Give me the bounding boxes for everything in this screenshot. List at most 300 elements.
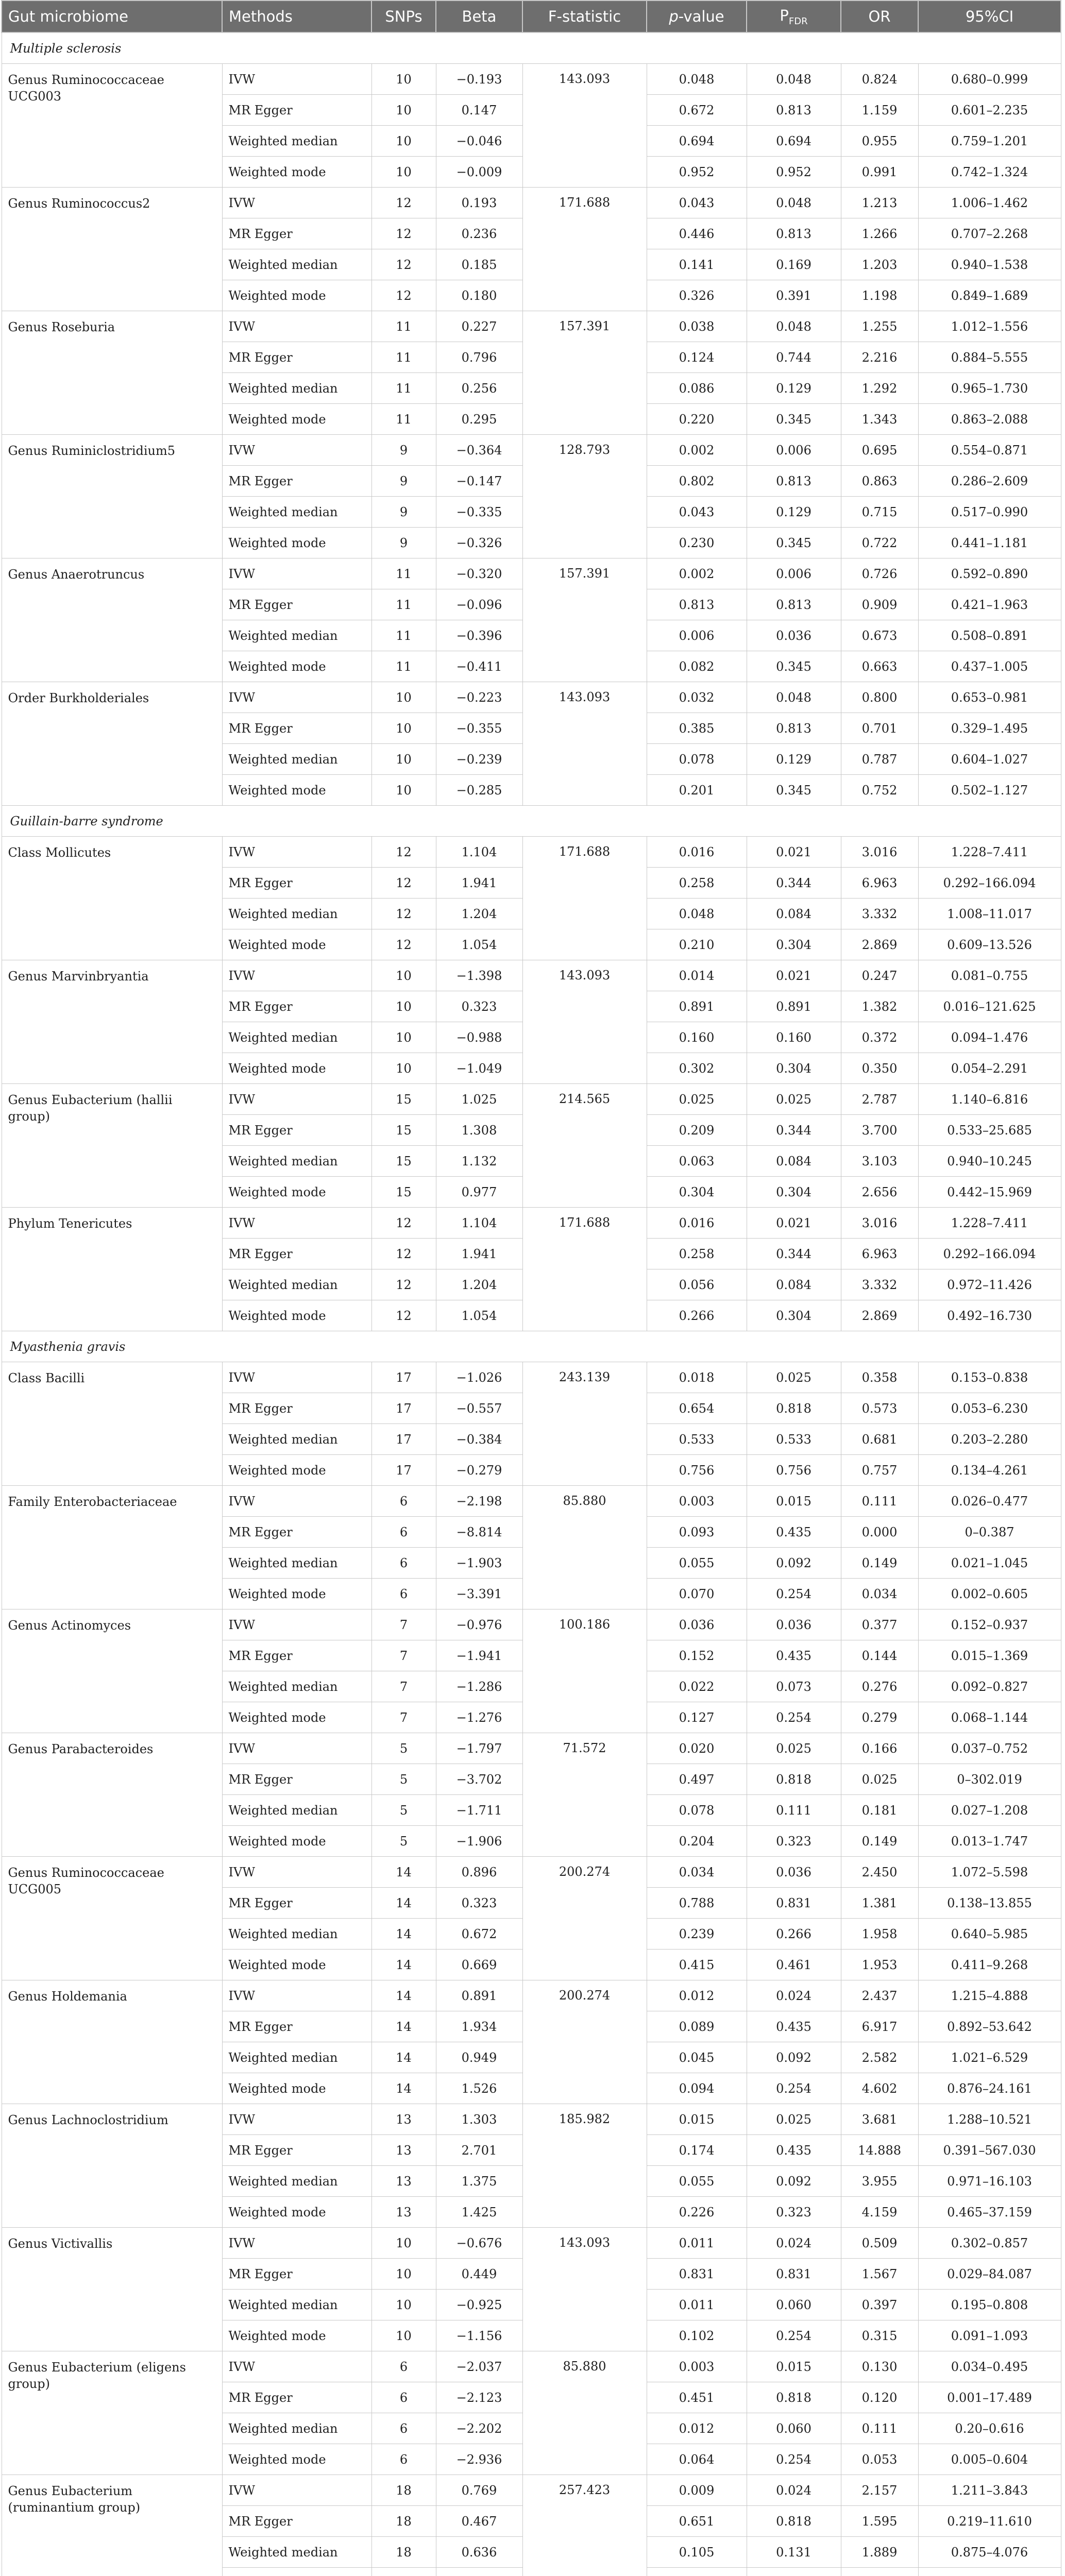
p-fdr-cell: 0.344 — [747, 868, 841, 899]
snps-cell: 10 — [371, 744, 436, 775]
ci-cell: 1.008–11.017 — [918, 899, 1061, 929]
f-statistic-cell: 243.139 — [522, 1362, 647, 1486]
p-fdr-cell: 0.111 — [747, 1795, 841, 1826]
p-fdr-cell: 0.323 — [747, 1826, 841, 1857]
ci-cell: 0.091–1.093 — [918, 2320, 1061, 2351]
or-cell: 0.573 — [841, 1393, 918, 1424]
taxon-name: Genus Lachnoclostridium — [2, 2104, 222, 2228]
p-value-cell: 0.022 — [647, 1671, 747, 1702]
p-fdr-cell: 0.036 — [747, 620, 841, 651]
section-title: Multiple sclerosis — [2, 32, 1061, 64]
ci-cell: 0.707–2.268 — [918, 218, 1061, 249]
beta-cell: −2.936 — [436, 2444, 522, 2475]
method-cell: Weighted mode — [222, 1300, 371, 1331]
ci-cell: 0.421–1.963 — [918, 589, 1061, 620]
p-value-cell: 0.451 — [647, 2382, 747, 2413]
snps-cell — [371, 2568, 436, 2576]
p-italic-label: p — [669, 8, 679, 25]
p-value-cell: 0.304 — [647, 1177, 747, 1208]
or-cell: 4.602 — [841, 2073, 918, 2104]
beta-cell: 1.104 — [436, 1208, 522, 1239]
beta-cell: 1.204 — [436, 899, 522, 929]
or-cell: 0.111 — [841, 2413, 918, 2444]
method-cell: Weighted mode — [222, 651, 371, 682]
or-cell: 1.382 — [841, 991, 918, 1022]
beta-cell: 0.236 — [436, 218, 522, 249]
p-value-cell: 0.802 — [647, 466, 747, 497]
snps-cell: 11 — [371, 620, 436, 651]
method-cell: Weighted mode — [222, 280, 371, 311]
or-cell: 2.437 — [841, 1980, 918, 2011]
beta-cell: −0.279 — [436, 1455, 522, 1486]
ci-cell: 0.940–10.245 — [918, 1146, 1061, 1177]
method-cell: Weighted median — [222, 1548, 371, 1579]
or-cell: 0.166 — [841, 1733, 918, 1764]
ci-cell: 0.081–0.755 — [918, 960, 1061, 991]
taxon-name: Genus Eubacterium (hallii group) — [2, 1084, 222, 1208]
ci-cell: 0.016–121.625 — [918, 991, 1061, 1022]
or-cell: 2.582 — [841, 2042, 918, 2073]
p-value-cell: 0.034 — [647, 1857, 747, 1888]
ci-cell: 0.411–9.268 — [918, 1950, 1061, 1980]
p-value-cell: 0.204 — [647, 1826, 747, 1857]
beta-cell: 0.896 — [436, 1857, 522, 1888]
snps-cell: 13 — [371, 2135, 436, 2166]
p-fdr-cell: 0.813 — [747, 218, 841, 249]
or-cell: 0.695 — [841, 435, 918, 466]
ci-cell: 1.215–4.888 — [918, 1980, 1061, 2011]
p-fdr-cell: 0.092 — [747, 1548, 841, 1579]
ci-cell: 0.508–0.891 — [918, 620, 1061, 651]
or-cell: 0.372 — [841, 1022, 918, 1053]
method-cell: Weighted mode — [222, 775, 371, 806]
p-fdr-cell: 0.129 — [747, 373, 841, 404]
p-value-cell: 0.694 — [647, 126, 747, 157]
method-cell: Weighted median — [222, 2166, 371, 2197]
p-fdr-cell: 0.025 — [747, 1084, 841, 1115]
beta-cell: −0.557 — [436, 1393, 522, 1424]
ci-cell: 1.228–7.411 — [918, 837, 1061, 868]
ci-cell: 0.292–166.094 — [918, 1239, 1061, 1269]
ci-cell: 1.211–3.843 — [918, 2475, 1061, 2506]
p-fdr-cell: 0.304 — [747, 1177, 841, 1208]
p-value-cell: 0.385 — [647, 713, 747, 744]
or-cell: 1.953 — [841, 1950, 918, 1980]
or-cell: 0.909 — [841, 589, 918, 620]
or-cell: 0.181 — [841, 1795, 918, 1826]
beta-cell: 1.054 — [436, 1300, 522, 1331]
or-cell: 2.869 — [841, 929, 918, 960]
p-fdr-cell: 0.435 — [747, 2011, 841, 2042]
p-fdr-cell: 0.435 — [747, 2135, 841, 2166]
ci-cell: 1.072–5.598 — [918, 1857, 1061, 1888]
p-suffix-label: -value — [678, 8, 724, 25]
taxon-name: Genus Victivallis — [2, 2228, 222, 2351]
beta-cell: 0.669 — [436, 1950, 522, 1980]
ci-cell: 0.026–0.477 — [918, 1486, 1061, 1517]
p-value-cell: 0.016 — [647, 1208, 747, 1239]
p-fdr-cell: 0.169 — [747, 249, 841, 280]
method-cell: Weighted median — [222, 1146, 371, 1177]
snps-cell: 12 — [371, 1208, 436, 1239]
method-cell: Weighted median — [222, 1671, 371, 1702]
beta-cell: −0.096 — [436, 589, 522, 620]
method-cell: MR Egger — [222, 1764, 371, 1795]
p-value-cell: 0.651 — [647, 2506, 747, 2537]
or-cell: 0.722 — [841, 528, 918, 558]
p-fdr-cell: 0.025 — [747, 1733, 841, 1764]
or-cell: 0.358 — [841, 1362, 918, 1393]
p-fdr-cell: 0.160 — [747, 1022, 841, 1053]
col-header-p-fdr — [747, 1, 841, 32]
beta-cell: −1.049 — [436, 1053, 522, 1084]
taxon-name: Genus Roseburia — [2, 311, 222, 435]
ci-cell: 0.092–0.827 — [918, 1671, 1061, 1702]
p-value-cell: 0.032 — [647, 682, 747, 713]
method-cell: MR Egger — [222, 1517, 371, 1548]
method-cell: Weighted median — [222, 126, 371, 157]
p-fdr-cell: 0.344 — [747, 1115, 841, 1146]
snps-cell: 9 — [371, 497, 436, 528]
ci-cell: 0.742–1.324 — [918, 157, 1061, 188]
taxon-name: Genus Ruminiclostridium5 — [2, 435, 222, 558]
or-cell: 2.869 — [841, 1300, 918, 1331]
taxon-name: Genus Ruminococcus2 — [2, 188, 222, 311]
ci-cell: 0.502–1.127 — [918, 775, 1061, 806]
method-cell: IVW — [222, 188, 371, 218]
table-row — [2, 1084, 1061, 1115]
ci-cell: 0.152–0.937 — [918, 1609, 1061, 1640]
method-cell: IVW — [222, 558, 371, 589]
ci-cell: 0.001–17.489 — [918, 2382, 1061, 2413]
beta-cell: 0.323 — [436, 1888, 522, 1919]
table-row — [2, 1609, 1061, 1640]
or-cell: 1.159 — [841, 95, 918, 126]
method-cell: Weighted median — [222, 497, 371, 528]
method-cell: Weighted median — [222, 2290, 371, 2320]
snps-cell: 9 — [371, 528, 436, 558]
snps-cell: 13 — [371, 2104, 436, 2135]
beta-cell: 0.796 — [436, 342, 522, 373]
or-cell: 3.955 — [841, 2166, 918, 2197]
table-body — [2, 32, 1061, 2576]
method-cell: MR Egger — [222, 2382, 371, 2413]
section-title: Myasthenia gravis — [2, 1331, 1061, 1362]
p-value-cell: 0.048 — [647, 899, 747, 929]
beta-cell: −8.814 — [436, 1517, 522, 1548]
method-cell: Weighted mode — [222, 929, 371, 960]
snps-cell: 6 — [371, 1548, 436, 1579]
ci-cell: 0.884–5.555 — [918, 342, 1061, 373]
ci-cell — [918, 2568, 1061, 2576]
beta-cell: −0.147 — [436, 466, 522, 497]
method-cell: Weighted median — [222, 1795, 371, 1826]
p-value-cell: 0.006 — [647, 620, 747, 651]
beta-cell: −0.335 — [436, 497, 522, 528]
beta-cell: −3.702 — [436, 1764, 522, 1795]
p-value-cell: 0.415 — [647, 1950, 747, 1980]
p-value-cell: 0.210 — [647, 929, 747, 960]
p-fdr-cell: 0.345 — [747, 775, 841, 806]
p-value-cell: 0.055 — [647, 2166, 747, 2197]
ci-cell: 0.094–1.476 — [918, 1022, 1061, 1053]
p-fdr-cell: 0.060 — [747, 2413, 841, 2444]
p-value-cell: 0.038 — [647, 311, 747, 342]
beta-cell: −0.193 — [436, 64, 522, 95]
p-fdr-cell: 0.323 — [747, 2197, 841, 2228]
table-row — [2, 188, 1061, 218]
or-cell: 1.213 — [841, 188, 918, 218]
or-cell: 0.377 — [841, 1609, 918, 1640]
ci-cell: 0.037–0.752 — [918, 1733, 1061, 1764]
header-row — [2, 1, 1061, 32]
ci-cell: 0.441–1.181 — [918, 528, 1061, 558]
or-cell: 6.963 — [841, 868, 918, 899]
snps-cell: 17 — [371, 1362, 436, 1393]
p-value-cell: 0.220 — [647, 404, 747, 435]
p-value-cell: 0.036 — [647, 1609, 747, 1640]
snps-cell: 7 — [371, 1671, 436, 1702]
ci-cell: 0.442–15.969 — [918, 1177, 1061, 1208]
beta-cell: 0.180 — [436, 280, 522, 311]
p-fdr-cell: 0.533 — [747, 1424, 841, 1455]
table-row — [2, 2475, 1061, 2506]
beta-cell: −0.396 — [436, 620, 522, 651]
beta-cell: −0.364 — [436, 435, 522, 466]
p-fdr-cell: 0.048 — [747, 188, 841, 218]
p-value-cell: 0.093 — [647, 1517, 747, 1548]
or-cell: 4.159 — [841, 2197, 918, 2228]
p-fdr-cell: 0.021 — [747, 837, 841, 868]
taxon-name: Genus Eubacterium (eligens group) — [2, 2351, 222, 2475]
method-cell — [222, 2568, 371, 2576]
method-cell: Weighted mode — [222, 2197, 371, 2228]
or-cell: 1.203 — [841, 249, 918, 280]
p-fdr-cell: 0.813 — [747, 713, 841, 744]
p-value-cell: 0.003 — [647, 2351, 747, 2382]
p-fdr-cell: 0.818 — [747, 1764, 841, 1795]
p-fdr-cell: 0.818 — [747, 2506, 841, 2537]
snps-cell: 10 — [371, 95, 436, 126]
f-statistic-cell: 185.982 — [522, 2104, 647, 2228]
snps-cell: 6 — [371, 1579, 436, 1609]
method-cell: IVW — [222, 2351, 371, 2382]
beta-cell: 0.636 — [436, 2537, 522, 2568]
ci-cell: 0.195–0.808 — [918, 2290, 1061, 2320]
p-fdr-cell: 0.694 — [747, 126, 841, 157]
or-cell: 3.332 — [841, 1269, 918, 1300]
or-cell: 3.700 — [841, 1115, 918, 1146]
p-fdr-cell: 0.304 — [747, 1053, 841, 1084]
p-fdr-cell: 0.391 — [747, 280, 841, 311]
f-statistic-cell: 157.391 — [522, 311, 647, 435]
p-value-cell: 0.025 — [647, 1084, 747, 1115]
p-fdr-cell: 0.891 — [747, 991, 841, 1022]
taxon-name: Genus Parabacteroides — [2, 1733, 222, 1857]
p-fdr-cell: 0.129 — [747, 497, 841, 528]
snps-cell: 13 — [371, 2166, 436, 2197]
or-cell: 1.266 — [841, 218, 918, 249]
method-cell: Weighted mode — [222, 1702, 371, 1733]
taxon-name: Family Enterobacteriaceae — [2, 1486, 222, 1609]
ci-cell: 0.533–25.685 — [918, 1115, 1061, 1146]
snps-cell: 10 — [371, 2320, 436, 2351]
ci-cell: 0.876–24.161 — [918, 2073, 1061, 2104]
snps-cell: 12 — [371, 1300, 436, 1331]
table-row — [2, 1362, 1061, 1393]
method-cell: IVW — [222, 1084, 371, 1115]
p-fdr-cell — [747, 2568, 841, 2576]
snps-cell: 15 — [371, 1146, 436, 1177]
method-cell: IVW — [222, 1486, 371, 1517]
table-row — [2, 1208, 1061, 1239]
snps-cell: 6 — [371, 1486, 436, 1517]
or-cell: 0.726 — [841, 558, 918, 589]
snps-cell: 9 — [371, 466, 436, 497]
ci-cell: 0.013–1.747 — [918, 1826, 1061, 1857]
p-value-cell: 0.094 — [647, 2073, 747, 2104]
beta-cell: −1.398 — [436, 960, 522, 991]
table-row — [2, 2351, 1061, 2382]
ci-cell: 0.054–2.291 — [918, 1053, 1061, 1084]
col-header-or: OR — [841, 1, 918, 32]
table-row — [2, 558, 1061, 589]
p-value-cell: 0.078 — [647, 744, 747, 775]
or-cell: 0.701 — [841, 713, 918, 744]
f-statistic-cell: 128.793 — [522, 435, 647, 558]
p-fdr-cell: 0.952 — [747, 157, 841, 188]
or-cell: 0.955 — [841, 126, 918, 157]
p-fdr-cell: 0.129 — [747, 744, 841, 775]
beta-cell — [436, 2568, 522, 2576]
beta-cell: 0.769 — [436, 2475, 522, 2506]
ci-cell: 0.053–6.230 — [918, 1393, 1061, 1424]
method-cell: Weighted mode — [222, 528, 371, 558]
method-cell: IVW — [222, 1857, 371, 1888]
taxon-name: Genus Holdemania — [2, 1980, 222, 2104]
snps-cell: 15 — [371, 1084, 436, 1115]
method-cell: IVW — [222, 1362, 371, 1393]
table-row — [2, 960, 1061, 991]
p-fdr-cell: 0.060 — [747, 2290, 841, 2320]
or-cell: 0.025 — [841, 1764, 918, 1795]
snps-cell: 18 — [371, 2506, 436, 2537]
method-cell: IVW — [222, 1609, 371, 1640]
beta-cell: 2.701 — [436, 2135, 522, 2166]
beta-cell: 1.303 — [436, 2104, 522, 2135]
col-header-f-statistic: F-statistic — [522, 1, 647, 32]
p-fdr-cell: 0.461 — [747, 1950, 841, 1980]
table-row — [2, 1857, 1061, 1888]
p-value-cell: 0.230 — [647, 528, 747, 558]
pfdr-main-label: P — [780, 6, 789, 24]
snps-cell: 10 — [371, 682, 436, 713]
or-cell: 1.343 — [841, 404, 918, 435]
f-statistic-cell: 171.688 — [522, 1208, 647, 1331]
or-cell: 1.255 — [841, 311, 918, 342]
p-fdr-cell: 0.024 — [747, 2228, 841, 2259]
p-value-cell: 0.160 — [647, 1022, 747, 1053]
p-value-cell: 0.086 — [647, 373, 747, 404]
p-fdr-cell: 0.254 — [747, 2444, 841, 2475]
beta-cell: 1.132 — [436, 1146, 522, 1177]
p-value-cell: 0.011 — [647, 2290, 747, 2320]
beta-cell: 1.308 — [436, 1115, 522, 1146]
snps-cell: 11 — [371, 589, 436, 620]
ci-cell: 0.940–1.538 — [918, 249, 1061, 280]
beta-cell: 1.941 — [436, 868, 522, 899]
p-value-cell: 0.016 — [647, 837, 747, 868]
taxon-name: Genus Ruminococcaceae UCG003 — [2, 64, 222, 188]
method-cell: MR Egger — [222, 218, 371, 249]
beta-cell: −1.276 — [436, 1702, 522, 1733]
beta-cell: −1.941 — [436, 1640, 522, 1671]
p-fdr-cell: 0.131 — [747, 2537, 841, 2568]
p-fdr-cell: 0.254 — [747, 2320, 841, 2351]
or-cell: 0.397 — [841, 2290, 918, 2320]
beta-cell: −0.988 — [436, 1022, 522, 1053]
method-cell: MR Egger — [222, 589, 371, 620]
beta-cell: 0.672 — [436, 1919, 522, 1950]
method-cell: MR Egger — [222, 713, 371, 744]
method-cell: MR Egger — [222, 1239, 371, 1269]
p-value-cell — [647, 2568, 747, 2576]
method-cell: MR Egger — [222, 466, 371, 497]
ci-cell: 1.021–6.529 — [918, 2042, 1061, 2073]
taxon-name: Genus Ruminococcaceae UCG005 — [2, 1857, 222, 1980]
p-fdr-cell: 0.813 — [747, 95, 841, 126]
method-cell: IVW — [222, 682, 371, 713]
ci-cell: 0.138–13.855 — [918, 1888, 1061, 1919]
ci-cell: 0.892–53.642 — [918, 2011, 1061, 2042]
f-statistic-cell: 71.572 — [522, 1733, 647, 1857]
method-cell: Weighted mode — [222, 1455, 371, 1486]
beta-cell: 1.526 — [436, 2073, 522, 2104]
snps-cell: 12 — [371, 218, 436, 249]
p-value-cell: 0.070 — [647, 1579, 747, 1609]
beta-cell: −1.156 — [436, 2320, 522, 2351]
method-cell: MR Egger — [222, 1115, 371, 1146]
method-cell: Weighted mode — [222, 404, 371, 435]
snps-cell: 14 — [371, 1888, 436, 1919]
method-cell: IVW — [222, 435, 371, 466]
p-value-cell: 0.003 — [647, 1486, 747, 1517]
or-cell: 6.963 — [841, 1239, 918, 1269]
col-header-gut-microbiome: Gut microbiome — [2, 1, 222, 32]
or-cell: 0.509 — [841, 2228, 918, 2259]
pfdr-sub-label: FDR — [788, 15, 808, 27]
f-statistic-cell: 157.391 — [522, 558, 647, 682]
snps-cell: 17 — [371, 1455, 436, 1486]
snps-cell: 6 — [371, 1517, 436, 1548]
p-value-cell: 0.020 — [647, 1733, 747, 1764]
or-cell: 6.917 — [841, 2011, 918, 2042]
p-value-cell: 0.891 — [647, 991, 747, 1022]
method-cell: IVW — [222, 1208, 371, 1239]
snps-cell: 11 — [371, 404, 436, 435]
snps-cell: 14 — [371, 2011, 436, 2042]
p-value-cell: 0.446 — [647, 218, 747, 249]
ci-cell: 0.021–1.045 — [918, 1548, 1061, 1579]
ci-cell: 0.517–0.990 — [918, 497, 1061, 528]
ci-cell: 0.653–0.981 — [918, 682, 1061, 713]
beta-cell: −0.384 — [436, 1424, 522, 1455]
snps-cell: 11 — [371, 342, 436, 373]
ci-cell: 0.329–1.495 — [918, 713, 1061, 744]
method-cell: MR Egger — [222, 2506, 371, 2537]
p-fdr-cell: 0.024 — [747, 2475, 841, 2506]
method-cell: MR Egger — [222, 868, 371, 899]
